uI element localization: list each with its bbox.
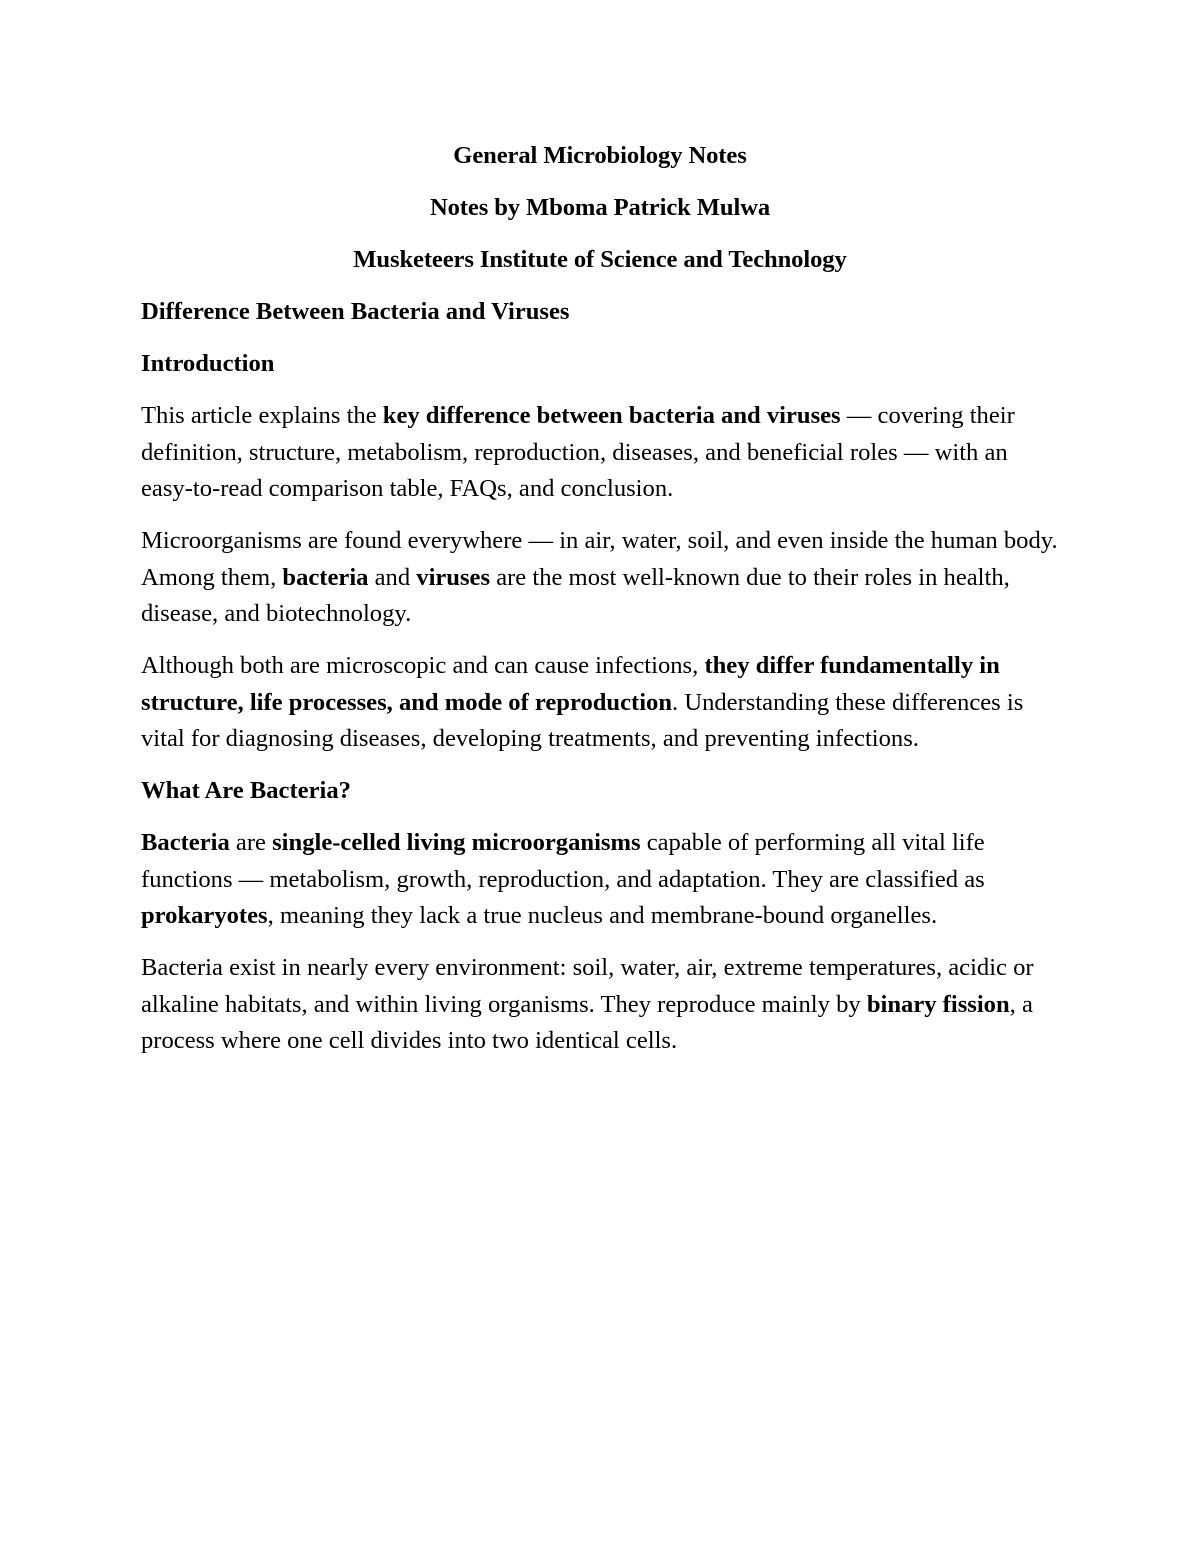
text-run: , meaning they lack a true nucleus and membrane-bound organelles.	[267, 902, 938, 929]
text-run: — covering their definition, structure, metabolism, reproduction, diseases, and beneficial roles — with an easy-to-read comparison table, FAQs, and conclusion.	[141, 402, 1015, 502]
text-run: capable of performing all vital life functions — metabolism, growth, reproduction, and adaptation. They are classified as	[141, 829, 985, 893]
text-run: Bacteria exist in nearly every environment: soil, water, air, extreme temperatures, acidic or alkaline habitats, and within living organisms. They reproduce mainly by	[141, 954, 1034, 1018]
author-line: Notes by Mboma Patrick Mulwa	[429, 194, 771, 221]
bold-text-run: bacteria	[282, 563, 369, 591]
text-run: . Understanding these differences is vital for diagnosing diseases, developing treatments, and preventing infections.	[141, 688, 1024, 752]
text-run: and	[368, 563, 417, 591]
section-title: Difference Between Bacteria and Viruses	[141, 298, 570, 325]
introduction-heading: Introduction	[141, 350, 275, 377]
bold-text-run: they differ fundamentally in structure, life processes, and mode of reproduction	[141, 652, 1000, 716]
bold-text-run: viruses	[416, 563, 491, 591]
text-run: are	[229, 829, 273, 856]
intro-paragraph-1	[141, 398, 1061, 508]
intro-paragraph-3	[141, 648, 1061, 758]
intro-paragraph-2	[141, 523, 1061, 633]
bold-text-run: binary fission	[866, 990, 1010, 1018]
bacteria-paragraph-1	[141, 825, 1061, 935]
text-run: are the most well-known due to their roles in health, disease, and biotechnology.	[141, 563, 1010, 627]
text-run: , a process where one cell divides into two identical cells.	[141, 990, 1033, 1054]
text-run: Although both are microscopic and can cause infections,	[141, 652, 705, 679]
document-body	[141, 138, 1061, 1075]
institution-line: Musketeers Institute of Science and Technology	[353, 246, 847, 273]
bold-text-run: prokaryotes	[141, 902, 268, 929]
bacteria-paragraph-2	[141, 950, 1061, 1060]
text-run: Microorganisms are found everywhere — in air, water, soil, and even inside the human body. Among them,	[141, 527, 1058, 591]
text-run: This article explains the	[141, 402, 383, 429]
bacteria-heading: What Are Bacteria?	[141, 777, 351, 804]
bold-text-run: single-celled living microorganisms	[272, 829, 641, 856]
bold-text-run: Bacteria	[141, 829, 230, 856]
bold-text-run: key difference between bacteria and viruses	[382, 402, 841, 429]
document-title: General Microbiology Notes	[453, 142, 747, 169]
